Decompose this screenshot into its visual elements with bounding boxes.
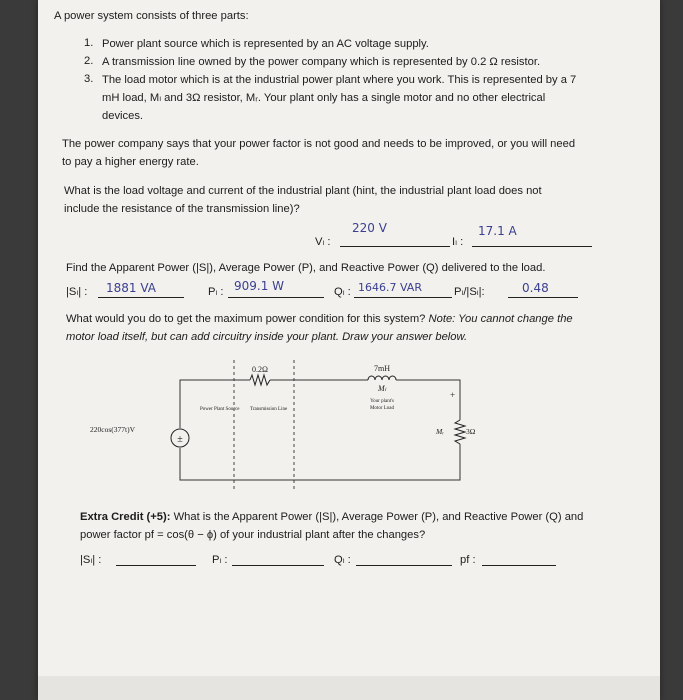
ml-label: Mₗ: [378, 384, 386, 393]
p-value: 909.1 W: [234, 279, 285, 293]
part-1-number: 1.: [84, 37, 94, 49]
source-label: Power Plant Source: [200, 407, 240, 412]
ec-p-answer-line[interactable]: [232, 565, 324, 566]
extra-credit-line-1: [80, 510, 583, 524]
q3-plain: What would you do to get the maximum power condition for this system?: [66, 313, 426, 325]
intro-text: A power system consists of three parts:: [54, 10, 249, 22]
ec-q-answer-line[interactable]: [356, 565, 452, 566]
part-3-number: 3.: [84, 73, 94, 85]
ec-q-label: Qₗ :: [334, 554, 351, 566]
part-3-text-line-3: devices.: [102, 110, 144, 122]
vl-value: 220 V: [352, 221, 387, 235]
plant-label-line-2: Motor Load: [369, 406, 395, 411]
s-label: |Sₗ| :: [66, 286, 88, 298]
line-resistor-label: 0.2Ω: [252, 365, 268, 374]
part-2-text: A transmission line owned by the power company which is represented by 0.2 Ω resistor.: [102, 56, 541, 68]
p-answer-line[interactable]: [228, 297, 324, 298]
mr-value: 3Ω: [466, 427, 476, 436]
s-value: 1881 VA: [106, 281, 157, 295]
part-3-text-line-1: The load motor which is at the industrial power plant where you work. This is represented by a 7: [102, 74, 577, 86]
part-3-text-line-2: mH load, Mₗ and 3Ω resistor, Mᵣ. Your plant only has a single motor and no other electrical: [102, 92, 546, 104]
circuit-diagram: [38, 350, 660, 500]
ec-pf-answer-line[interactable]: [482, 565, 556, 566]
page-bottom-strip: [38, 676, 660, 700]
vl-label: Vₗ :: [315, 236, 331, 248]
ec-s-label: |Sₗ| :: [80, 554, 102, 566]
pf-value: 0.48: [522, 281, 549, 295]
source-value: 220cos(377t)V: [90, 425, 135, 434]
extra-credit-text-1: What is the Apparent Power (|S|), Average Power (P), and Reactive Power (Q) and: [173, 511, 584, 523]
il-answer-line[interactable]: [472, 246, 592, 247]
q-label: Qₗ :: [334, 286, 351, 298]
q1-line-1: What is the load voltage and current of the industrial plant (hint, the industrial plant load does not: [64, 185, 542, 197]
circuit-loop: [180, 380, 460, 480]
q-value: 1646.7 VAR: [358, 281, 422, 294]
il-value: 17.1 A: [478, 224, 517, 238]
extra-credit-text-2: power factor pf = cos(θ − ϕ) of your industrial plant after the changes?: [80, 529, 426, 541]
s-answer-line[interactable]: [98, 297, 184, 298]
q3-note-line-1: Note: You cannot change the: [428, 313, 573, 325]
ec-pf-label: pf :: [460, 554, 476, 566]
part-2-number: 2.: [84, 55, 94, 67]
q2-text: Find the Apparent Power (|S|), Average Power (P), and Reactive Power (Q) delivered to the load.: [66, 262, 546, 274]
il-label: Iₗ :: [452, 236, 464, 248]
pf-answer-line[interactable]: [508, 297, 578, 298]
q3-note-line-2: motor load itself, but can add circuitry inside your plant. Draw your answer below.: [66, 331, 468, 343]
worksheet-page: [38, 0, 660, 700]
pf-note-line-2: to pay a higher energy rate.: [62, 156, 199, 168]
mr-label: Mᵣ: [436, 427, 445, 436]
ec-p-label: Pₗ :: [212, 554, 228, 566]
source-polarity: ±: [177, 434, 183, 445]
p-label: Pₗ :: [208, 286, 224, 298]
pf-label: Pₗ/|Sₗ|:: [454, 286, 485, 298]
q-answer-line[interactable]: [354, 297, 452, 298]
tline-label: Transmission Line: [250, 407, 288, 412]
vl-answer-line[interactable]: [340, 246, 450, 247]
q1-line-2: include the resistance of the transmission line)?: [64, 203, 300, 215]
ec-s-answer-line[interactable]: [116, 565, 196, 566]
extra-credit-heading: Extra Credit (+5):: [80, 511, 171, 523]
inductor-label: 7mH: [374, 364, 390, 373]
part-1-text: Power plant source which is represented by an AC voltage supply.: [102, 38, 429, 50]
plus-sign: +: [450, 390, 456, 400]
q3-line-1: [66, 312, 573, 326]
plant-label-line-1: Your plant's: [370, 399, 394, 404]
pf-note-line-1: The power company says that your power factor is not good and needs to be improved, or you will need: [62, 138, 576, 150]
